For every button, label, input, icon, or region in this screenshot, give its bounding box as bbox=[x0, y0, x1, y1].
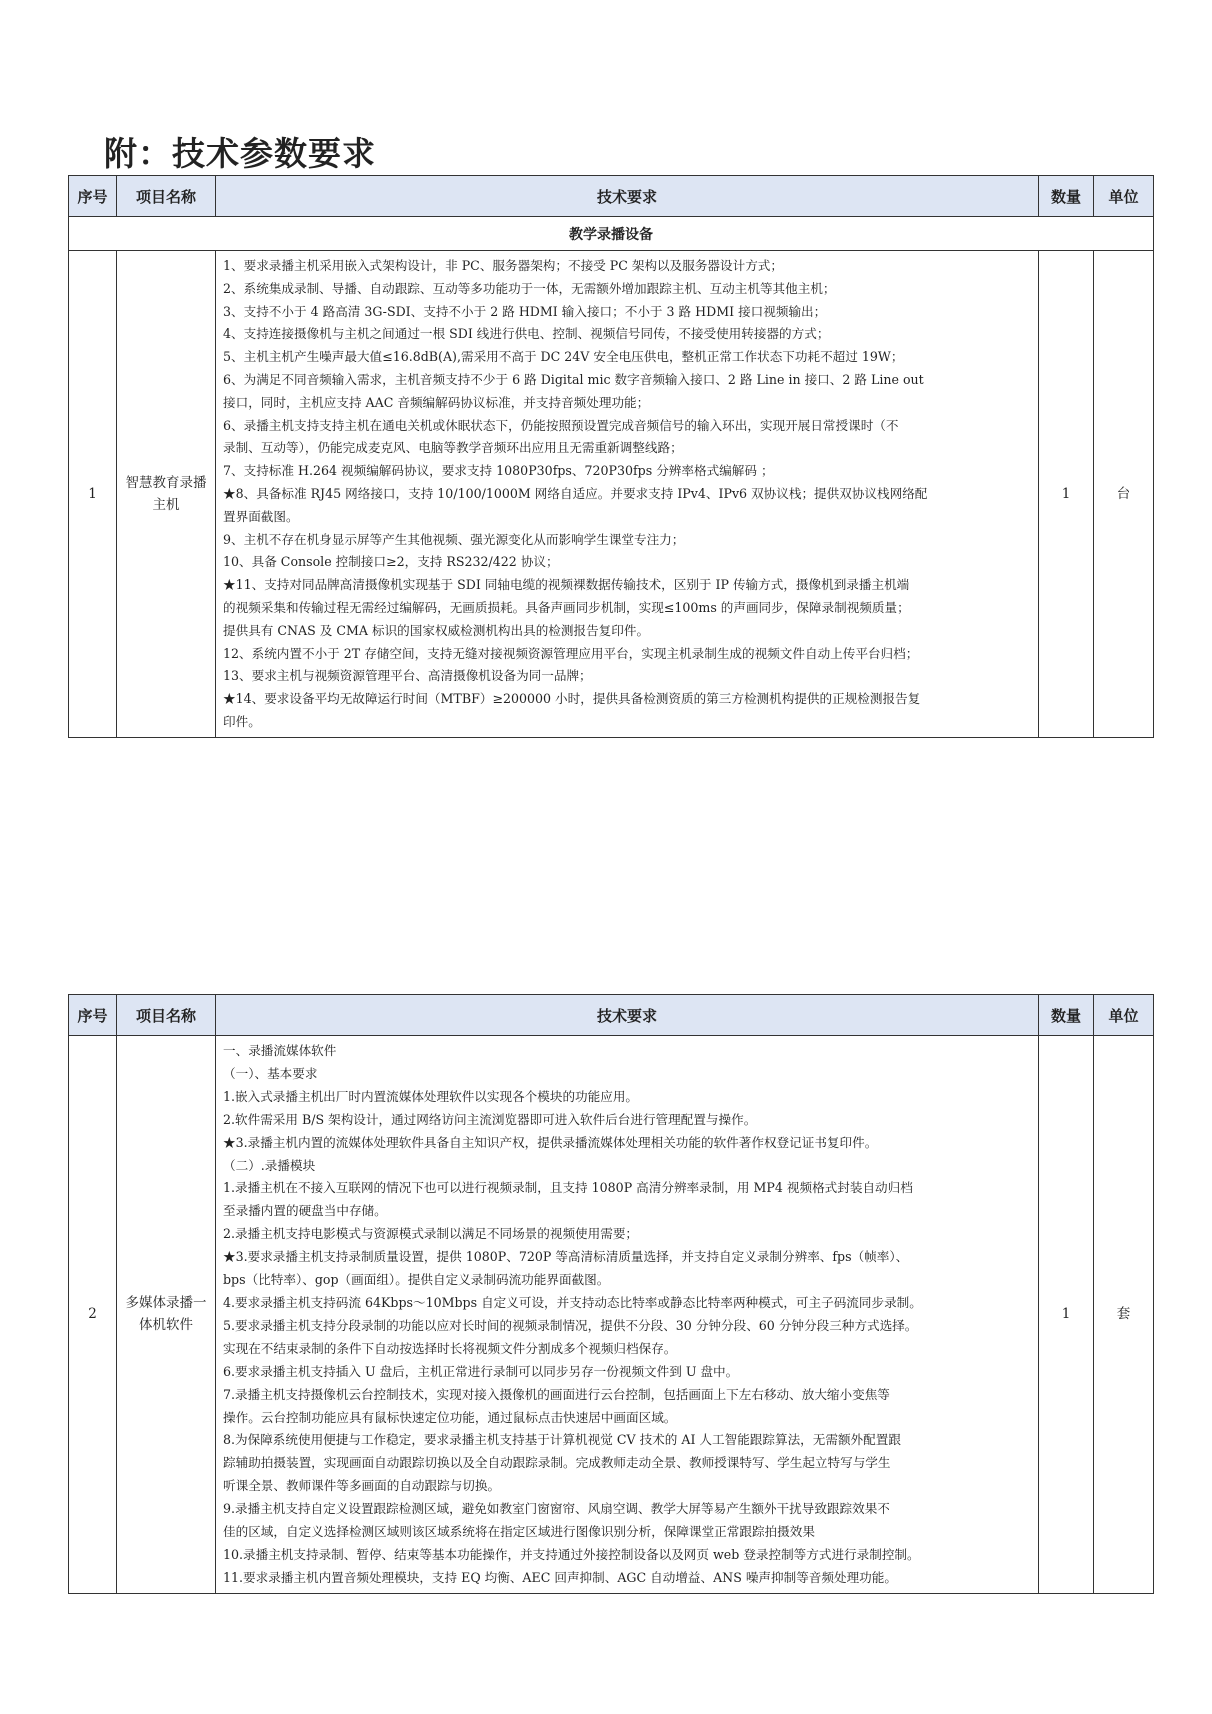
requirement-line: ★3.录播主机内置的流媒体处理软件具备自主知识产权，提供录播流媒体处理相关功能的软件著作权登记证书复印件。 bbox=[223, 1134, 878, 1150]
page-title: 附：技术参数要求 bbox=[104, 134, 376, 173]
requirement-line: 1.录播主机在不接入互联网的情况下也可以进行视频录制，且支持 1080P 高清分辨率录制，用 MP4 视频格式封装自动归档 bbox=[223, 1180, 913, 1196]
header-no: 序号 bbox=[69, 176, 117, 217]
requirement-line: 至录播内置的硬盘当中存储。 bbox=[223, 1203, 387, 1219]
requirement-line: 1.嵌入式录播主机出厂时内置流媒体处理软件以实现各个模块的功能应用。 bbox=[223, 1088, 639, 1104]
requirement-line: 10.录播主机支持录制、暂停、结束等基本功能操作，并支持通过外接控制设备以及网页 web 登录控制等方式进行录制控制。 bbox=[223, 1546, 920, 1562]
row-name: 智慧教育录播主机 bbox=[117, 251, 216, 738]
header-qty: 数量 bbox=[1039, 995, 1094, 1036]
header-unit: 单位 bbox=[1094, 176, 1154, 217]
requirement-line: 13、要求主机与视频资源管理平台、高清摄像机设备为同一品牌； bbox=[223, 668, 592, 684]
requirement-line: ★11、支持对同品牌高清摄像机实现基于 SDI 同轴电缆的视频裸数据传输技术，区别于 IP 传输方式，摄像机到录播主机端 bbox=[223, 577, 910, 593]
requirement-line: bps（比特率）、gop（画面组）。提供自定义录制码流功能界面截图。 bbox=[223, 1272, 610, 1288]
requirement-line: 的视频采集和传输过程无需经过编解码，无画质损耗。具备声画同步机制，实现≤100ms 的声画同步，保障录制视频质量； bbox=[223, 599, 910, 615]
table-row bbox=[69, 251, 1154, 738]
requirement-line: 听课全景、教师课件等多画面的自动跟踪与切换。 bbox=[223, 1478, 501, 1494]
row-name: 多媒体录播一体机软件 bbox=[117, 1036, 216, 1594]
requirement-line: 12、系统内置不小于 2T 存储空间，支持无缝对接视频资源管理应用平台，实现主机录制生成的视频文件自动上传平台归档； bbox=[223, 645, 919, 661]
spec-table-1 bbox=[68, 175, 1154, 738]
requirement-line: 9、主机不存在机身显示屏等产生其他视频、强光源变化从而影响学生课堂专注力； bbox=[223, 531, 685, 547]
requirement-line: （一）、基本要求 bbox=[223, 1065, 318, 1081]
row-qty: 1 bbox=[1039, 251, 1094, 738]
requirement-line: 录制、互动等），仍能完成麦克风、电脑等教学音频环出应用且无需重新调整线路； bbox=[223, 440, 683, 456]
table-header-row bbox=[69, 995, 1154, 1036]
header-name: 项目名称 bbox=[117, 176, 216, 217]
requirement-line: 接口，同时，主机应支持 AAC 音频编解码协议标准，并支持音频处理功能； bbox=[223, 394, 650, 410]
requirement-line: 印件。 bbox=[223, 713, 261, 729]
requirement-line: 6、录播主机支持支持主机在通电关机或休眠状态下，仍能按照预设置完成音频信号的输入环出，实现开展日常授课时（不 bbox=[223, 417, 899, 433]
requirement-line: 7.录播主机支持摄像机云台控制技术，实现对接入摄像机的画面进行云台控制，包括画面上下左右移动、放大缩小变焦等 bbox=[223, 1386, 890, 1402]
section-title: 教学录播设备 bbox=[69, 217, 1154, 251]
requirement-line: 5.要求录播主机支持分段录制的功能以应对长时间的视频录制情况，提供不分段、30 分钟分段、60 分钟分段三种方式选择。 bbox=[223, 1317, 918, 1333]
row-no: 2 bbox=[69, 1036, 117, 1594]
header-unit: 单位 bbox=[1094, 995, 1154, 1036]
header-no: 序号 bbox=[69, 995, 117, 1036]
requirement-line: 6.要求录播主机支持插入 U 盘后，主机正常进行录制可以同步另存一份视频文件到 U 盘中。 bbox=[223, 1363, 739, 1379]
requirement-line: ★14、要求设备平均无故障运行时间（MTBF）≥200000 小时，提供具备检测资质的第三方检测机构提供的正规检测报告复 bbox=[223, 691, 921, 707]
requirement-line: 佳的区域，自定义选择检测区域则该区域系统将在指定区域进行图像识别分析，保障课堂正常跟踪拍摄效果 bbox=[223, 1524, 815, 1540]
table-row bbox=[69, 1036, 1154, 1594]
requirement-line: 一、录播流媒体软件 bbox=[223, 1043, 337, 1058]
requirement-line: 2.录播主机支持电影模式与资源模式录制以满足不同场景的视频使用需要； bbox=[223, 1226, 639, 1242]
requirement-line: 2、系统集成录制、导播、自动跟踪、互动等多功能功于一体，无需额外增加跟踪主机、互动主机等其他主机； bbox=[223, 280, 836, 296]
header-req: 技术要求 bbox=[216, 995, 1039, 1036]
requirement-line: 10、具备 Console 控制接口≥2，支持 RS232/422 协议； bbox=[223, 554, 559, 570]
requirement-line: 操作。云台控制功能应具有鼠标快速定位功能，通过鼠标点击快速居中画面区域。 bbox=[223, 1409, 677, 1425]
header-name: 项目名称 bbox=[117, 995, 216, 1036]
row-unit: 套 bbox=[1094, 1036, 1154, 1594]
header-qty: 数量 bbox=[1039, 176, 1094, 217]
requirement-line: 6、为满足不同音频输入需求，主机音频支持不少于 6 路 Digital mic 数字音频输入接口、2 路 Line in 接口、2 路 Line out bbox=[223, 371, 924, 387]
row-unit: 台 bbox=[1094, 251, 1154, 738]
requirement-line: 9.录播主机支持自定义设置跟踪检测区域，避免如教室门窗窗帘、风扇空调、教学大屏等易产生额外干扰导致跟踪效果不 bbox=[223, 1501, 890, 1517]
requirement-line: 1、要求录播主机采用嵌入式架构设计，非 PC、服务器架构；不接受 PC 架构以及服务器设计方式； bbox=[223, 258, 783, 273]
row-qty: 1 bbox=[1039, 1036, 1094, 1594]
requirement-line: 4、支持连接摄像机与主机之间通过一根 SDI 线进行供电、控制、视频信号同传，不接受使用转接器的方式； bbox=[223, 326, 830, 342]
requirement-line: 置界面截图。 bbox=[223, 508, 299, 524]
requirement-line: 8.为保障系统使用便捷与工作稳定，要求录播主机支持基于计算机视觉 CV 技术的 AI 人工智能跟踪算法，无需额外配置跟 bbox=[223, 1432, 901, 1448]
spec-table-2 bbox=[68, 994, 1154, 1594]
requirement-line: 4.要求录播主机支持码流 64Kbps～10Mbps 自定义可设，并支持动态比特率或静态比特率两种模式，可主子码流同步录制。 bbox=[223, 1294, 922, 1310]
header-req: 技术要求 bbox=[216, 176, 1039, 217]
requirement-line: 7、支持标准 H.264 视频编解码协议，要求支持 1080P30fps、720P30fps 分辨率格式编解码 ； bbox=[223, 463, 774, 479]
requirements-cell bbox=[216, 251, 1039, 738]
table-header-row bbox=[69, 176, 1154, 217]
requirement-line: 提供具有 CNAS 及 CMA 标识的国家权威检测机构出具的检测报告复印件。 bbox=[223, 622, 650, 638]
requirements-cell bbox=[216, 1036, 1039, 1594]
section-row bbox=[69, 217, 1154, 251]
requirement-line: 踪辅助拍摄装置，实现画面自动跟踪切换以及全自动跟踪录制。完成教师走动全景、教师授课特写、学生起立特写与学生 bbox=[223, 1455, 891, 1471]
requirement-line: 3、支持不小于 4 路高清 3G-SDI、支持不小于 2 路 HDMI 输入接口；不小于 3 路 HDMI 接口视频输出； bbox=[223, 303, 827, 319]
requirement-line: 实现在不结束录制的条件下自动按选择时长将视频文件分割成多个视频归档保存。 bbox=[223, 1340, 677, 1356]
requirement-line: 11.要求录播主机内置音频处理模块，支持 EQ 均衡、AEC 回声抑制、AGC 自动增益、ANS 噪声抑制等音频处理功能。 bbox=[223, 1569, 897, 1585]
requirement-line: 2.软件需采用 B/S 架构设计，通过网络访问主流浏览器即可进入软件后台进行管理配置与操作。 bbox=[223, 1111, 757, 1127]
row-no: 1 bbox=[69, 251, 117, 738]
requirement-line: ★3.要求录播主机支持录制质量设置，提供 1080P、720P 等高清标清质量选择，并支持自定义录制分辨率、fps（帧率）、 bbox=[223, 1249, 909, 1265]
requirement-line: ★8、具备标准 RJ45 网络接口，支持 10/100/1000M 网络自适应。并要求支持 IPv4、IPv6 双协议栈；提供双协议栈网络配 bbox=[223, 485, 928, 501]
requirement-line: （二）.录播模块 bbox=[223, 1157, 316, 1173]
requirement-line: 5、主机主机产生噪声最大值≤16.8dB(A),需采用不高于 DC 24V 安全电压供电，整机正常工作状态下功耗不超过 19W； bbox=[223, 349, 904, 365]
